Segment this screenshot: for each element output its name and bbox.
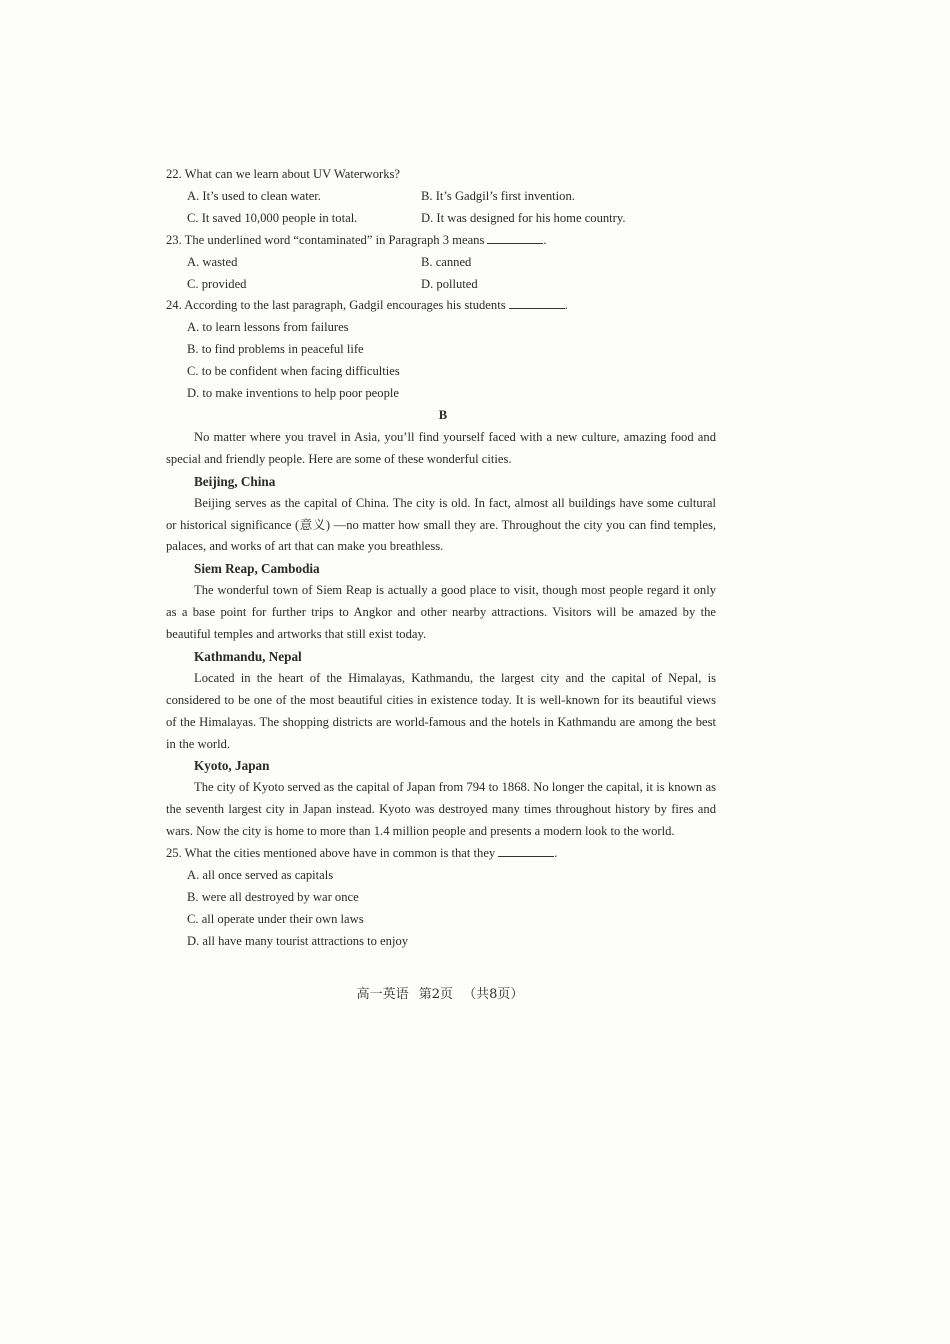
option-a: A. to learn lessons from failures (187, 320, 349, 335)
city-heading-beijing: Beijing, China (194, 473, 276, 489)
stem-text: 24. According to the last paragraph, Gadgil encourages his students (166, 298, 506, 313)
stem-end: . (543, 232, 547, 247)
footer-subject: 高一英语 (356, 987, 409, 1002)
option-b: B. to find problems in peaceful life (187, 342, 364, 357)
stem-text: 25. What the cities mentioned above have in common is that they (166, 846, 496, 861)
intro-paragraph: No matter where you travel in Asia, you’ll find yourself faced with a new culture, amazing food and special and friendly people. Here are some of these wonderful cities. (166, 429, 716, 466)
question-stem (166, 843, 716, 865)
city-heading-kyoto: Kyoto, Japan (194, 758, 270, 774)
option-d: D. polluted (421, 276, 478, 291)
city-paragraph-kathmandu: Located in the heart of the Himalayas, Kathmandu, the largest city and the capital of Nepal, is considered to be one of the most beautiful cities in existence today. It is well-known for its beautiful views of the Himalayas. The shopping districts are world-famous and the hotels in Kathmandu are among the best in the world. (166, 670, 716, 751)
option-c: C. all operate under their own laws (187, 911, 364, 926)
city-paragraph-siem-reap: The wonderful town of Siem Reap is actually a good place to visit, though most people regard it only as a base point for further trips to Angkor and other nearby attractions. Visitors will be amazed by the beautiful temples and artworks that still exist today. (166, 583, 716, 642)
options (187, 252, 716, 296)
answer-blank (509, 296, 565, 309)
option-a: A. It’s used to clean water. (187, 188, 321, 203)
section-b (166, 405, 716, 843)
city-heading-kathmandu: Kathmandu, Nepal (194, 648, 302, 664)
option-a: A. wasted (187, 254, 238, 269)
option-c: C. to be confident when facing difficulties (187, 364, 400, 379)
option-d: D. It was designed for his home country. (421, 210, 626, 225)
page-footer (0, 983, 880, 1002)
question-stem: 22. What can we learn about UV Waterworks? (166, 167, 400, 181)
options (187, 865, 716, 953)
option-c: C. provided (187, 276, 247, 291)
page-content (166, 164, 716, 953)
stem-text: 23. The underlined word “contaminated” in Paragraph 3 means (166, 232, 485, 247)
option-d: D. all have many tourist attractions to enjoy (187, 933, 409, 948)
question-stem (166, 295, 716, 317)
options (187, 186, 716, 230)
question-25 (166, 843, 716, 953)
answer-blank (487, 231, 543, 244)
stem-end: . (564, 298, 568, 313)
footer-page-number: 第2页 (418, 987, 453, 1002)
question-stem (166, 230, 716, 252)
option-d: D. to make inventions to help poor people (187, 386, 399, 401)
option-b: B. It’s Gadgil’s first invention. (421, 188, 575, 203)
stem-end: . (554, 846, 558, 861)
section-letter: B (438, 407, 448, 422)
question-23 (166, 230, 716, 296)
options (187, 317, 716, 405)
question-24 (166, 295, 716, 405)
question-22 (166, 164, 716, 230)
option-c: C. It saved 10,000 people in total. (187, 210, 358, 225)
option-b: B. canned (421, 254, 472, 269)
city-paragraph-kyoto: The city of Kyoto served as the capital of Japan from 794 to 1868. No longer the capital, it is known as the seventh largest city in Japan instead. Kyoto was destroyed many times throughout history by fires and wars. Now the city is home to more than 1.4 million people and presents a modern look to the world. (166, 780, 716, 839)
footer-page-total: （共8页） (463, 987, 524, 1002)
answer-blank (498, 844, 554, 857)
option-a: A. all once served as capitals (187, 868, 334, 882)
city-paragraph-beijing: Beijing serves as the capital of China. The city is old. In fact, almost all buildings have some cultural or historical significance (意义) —no matter how small they are. Throughout the city you can find temples, palaces, and works of art that can make you breathless. (166, 495, 716, 554)
city-heading-siem-reap: Siem Reap, Cambodia (194, 561, 320, 577)
option-b: B. were all destroyed by war once (187, 889, 359, 904)
